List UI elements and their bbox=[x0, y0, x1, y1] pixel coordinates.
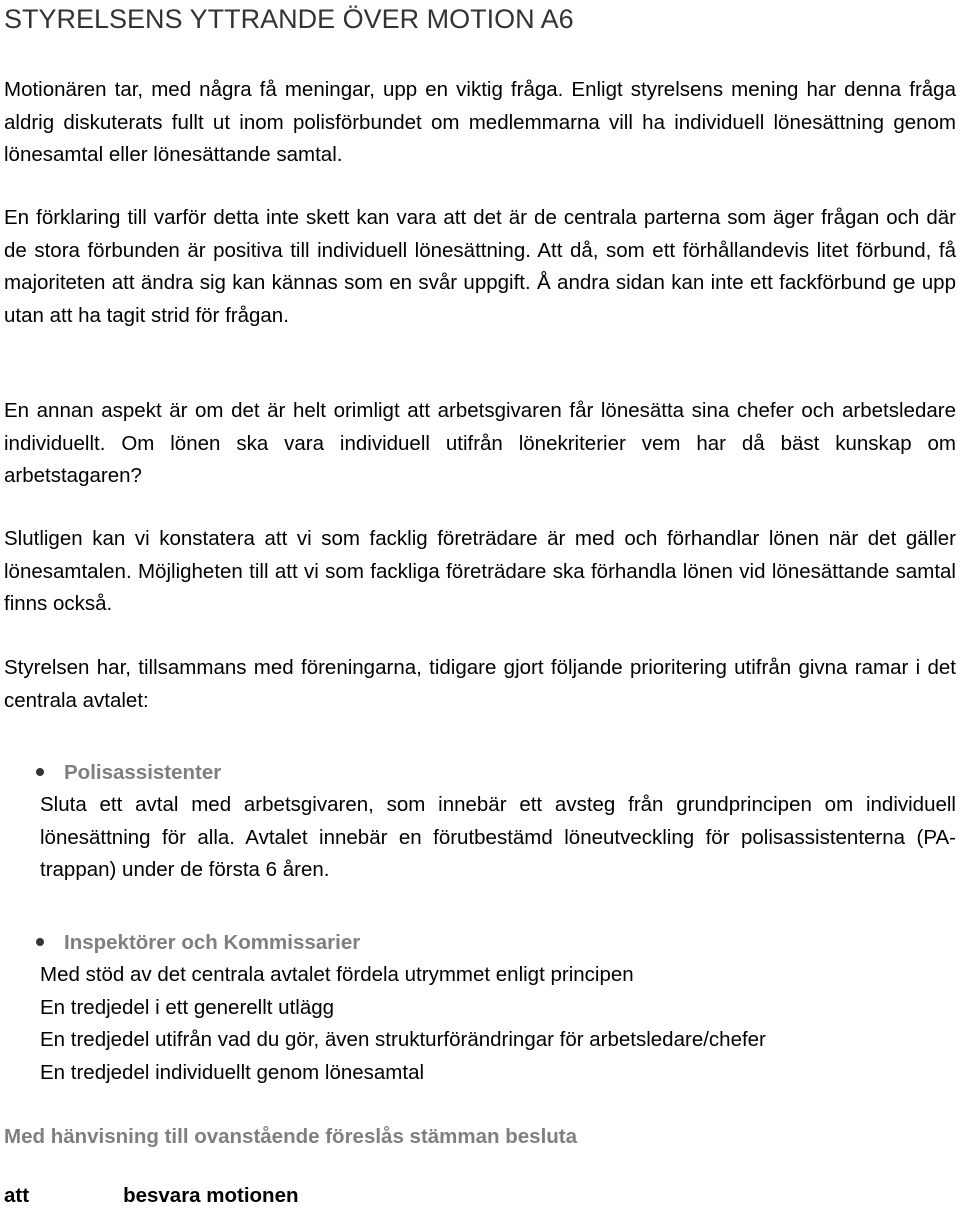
bullet-heading-polisassistenter bbox=[36, 757, 221, 789]
bullet-icon bbox=[36, 938, 44, 946]
paragraph-4: Slutligen kan vi konstatera att vi som facklig företrädare är med och förhandlar lönen när det gäller lönesamtalen. Möjligheten till att vi som fackliga företrädare ska förhandla lönen vid lönesättande samtal finns också. bbox=[4, 527, 956, 615]
decision-proposal bbox=[4, 1182, 299, 1210]
paragraph-5: Styrelsen har, tillsammans med föreningarna, tidigare gjort följande prioritering utifrån givna ramar i det centrala avtalet: bbox=[4, 656, 956, 712]
document-title: STYRELSENS YTTRANDE ÖVER MOTION A6 bbox=[4, 4, 574, 34]
bullet-line: Med stöd av det centrala avtalet fördela utrymmet enligt principen bbox=[40, 963, 634, 986]
paragraph-1: Motionären tar, med några få meningar, upp en viktig fråga. Enligt styrelsens mening har denna fråga aldrig diskuterats fullt ut inom polisförbundet om medlemmarna vill ha individuell lönesättning genom lönesamtal eller lönesättande samtal. bbox=[4, 78, 956, 166]
bullet-icon bbox=[36, 768, 44, 776]
paragraph-2: En förklaring till varför detta inte skett kan vara att det är de centrala parterna som äger frågan och där de stora förbunden är positiva till individuell lönesättning. Att då, som ett förhållandevis litet förbund, få majoriteten att ändra sig kan kännas som en svår uppgift. Å andra sidan kan inte ett fackförbund ge upp utan att ha tagit strid för frågan. bbox=[4, 206, 956, 327]
paragraph-3: En annan aspekt är om det är helt orimligt att arbetsgivaren får lönesätta sina chefer och arbetsledare individuellt. Om lönen ska vara individuell utifrån lönekriterier vem har då bäst kunskap om arbetstagaren? bbox=[4, 399, 956, 487]
bullet-list-inspektorer bbox=[40, 959, 956, 1089]
decision-heading: Med hänvisning till ovanstående föreslås stämman besluta bbox=[4, 1125, 578, 1148]
bullet-heading-inspektorer bbox=[36, 927, 360, 959]
bullet-line: En tredjedel utifrån vad du gör, även strukturförändringar för arbetsledare/chefer bbox=[40, 1028, 766, 1051]
bullet-heading-label: Inspektörer och Kommissarier bbox=[64, 931, 361, 954]
bullet-line: En tredjedel individuellt genom lönesamtal bbox=[40, 1060, 425, 1084]
decision-text: besvara motionen bbox=[123, 1184, 299, 1207]
bullet-heading-label: Polisassistenter bbox=[64, 761, 222, 784]
bullet-text-polisassistenter: Sluta ett avtal med arbetsgivaren, som innebär ett avsteg från grundprincipen om individuell lönesättning för alla. Avtalet innebär en förutbestämd löneutveckling för polisassistenterna (PA-trappan) under de första 6 åren. bbox=[40, 793, 956, 881]
decision-att: att bbox=[4, 1184, 30, 1207]
bullet-line: En tredjedel i ett generellt utlägg bbox=[40, 995, 335, 1019]
